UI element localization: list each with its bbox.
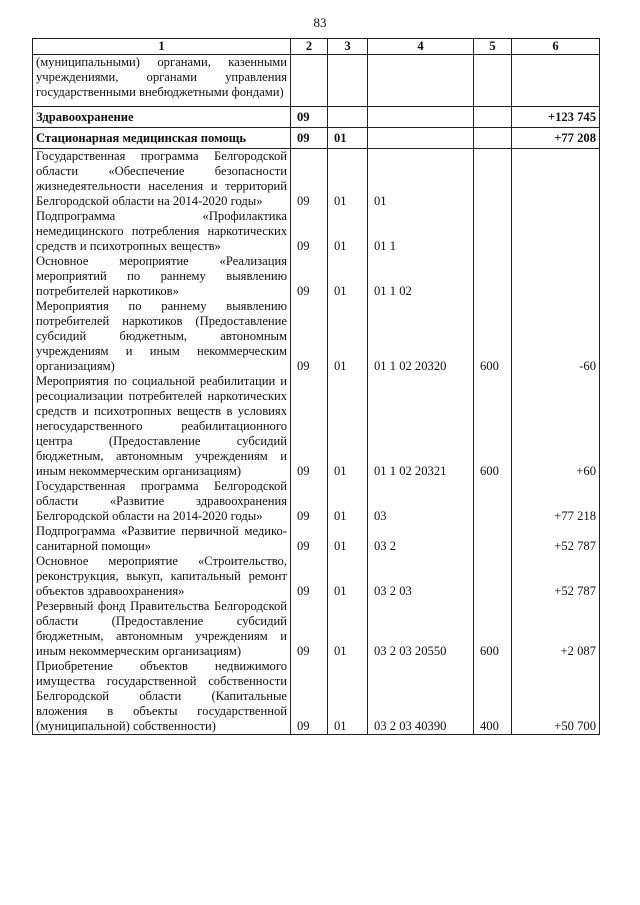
row-expense-type (474, 254, 512, 299)
row-description: Основное мероприятие «Строительство, реконструкция, выкуп, капитальный ремонт объектов здравоохранения» (33, 554, 291, 599)
table-row (33, 128, 600, 149)
row-description: Стационарная медицинская помощь (33, 128, 291, 149)
row-description: Государственная программа Белгородской области «Развитие здравоохранения Белгородской области на 2014-2020 годы» (33, 479, 291, 524)
row-expense-type: 600 (474, 374, 512, 479)
row-amount (512, 209, 600, 254)
row-subsection: 01 (328, 209, 368, 254)
column-header: 3 (328, 39, 368, 55)
row-target-article: 01 1 (368, 209, 474, 254)
row-amount: +60 (512, 374, 600, 479)
row-amount (512, 149, 600, 210)
row-subsection: 01 (328, 128, 368, 149)
row-subsection: 01 (328, 554, 368, 599)
row-amount: +52 787 (512, 524, 600, 554)
row-section: 09 (291, 554, 328, 599)
row-expense-type: 400 (474, 659, 512, 735)
table-row (33, 479, 600, 524)
table-row (33, 599, 600, 659)
table-row (33, 149, 600, 210)
row-amount: +2 087 (512, 599, 600, 659)
row-expense-type: 600 (474, 299, 512, 374)
table-row (33, 55, 600, 101)
row-target-article: 03 2 03 20550 (368, 599, 474, 659)
row-target-article: 03 (368, 479, 474, 524)
row-amount (512, 254, 600, 299)
row-target-article: 01 (368, 149, 474, 210)
table-body (33, 55, 600, 735)
row-expense-type (474, 128, 512, 149)
row-description: Приобретение объектов недвижимого имущества государственной собственности Белгородской области (Капитальные вложения в объекты государственной (муниципальной) собственности) (33, 659, 291, 735)
row-description: Государственная программа Белгородской области «Обеспечение безопасности жизнедеятельности населения и территорий Белгородской области на 2014-2020 годы» (33, 149, 291, 210)
row-amount: +77 208 (512, 128, 600, 149)
row-section: 09 (291, 479, 328, 524)
row-description: Здравоохранение (33, 107, 291, 128)
row-target-article: 03 2 (368, 524, 474, 554)
table-row (33, 659, 600, 735)
table-row (33, 374, 600, 479)
row-subsection: 01 (328, 599, 368, 659)
row-description: Мероприятия по социальной реабилитации и ресоциализации потребителей наркотических средств и психотропных веществ в условиях негосударственного реабилитационного центра (Предоставление субсидий бюджетным, автономным учреждениям и иным некоммерческим организациям) (33, 374, 291, 479)
row-description: (муниципальными) органами, казенными учреждениями, органами управления государственными внебюджетными фондами) (33, 55, 291, 101)
column-header: 6 (512, 39, 600, 55)
row-section: 09 (291, 128, 328, 149)
row-expense-type (474, 524, 512, 554)
row-section: 09 (291, 599, 328, 659)
table-row (33, 107, 600, 128)
row-section: 09 (291, 659, 328, 735)
row-target-article: 03 2 03 40390 (368, 659, 474, 735)
row-subsection (328, 107, 368, 128)
row-expense-type (474, 107, 512, 128)
row-expense-type: 600 (474, 599, 512, 659)
row-section: 09 (291, 374, 328, 479)
row-expense-type (474, 479, 512, 524)
row-subsection: 01 (328, 299, 368, 374)
row-section: 09 (291, 209, 328, 254)
row-description: Подпрограмма «Развитие первичной медико-санитарной помощи» (33, 524, 291, 554)
row-target-article (368, 107, 474, 128)
table-row (33, 209, 600, 254)
page-number: 83 (313, 15, 327, 30)
table-row (33, 299, 600, 374)
row-expense-type (474, 554, 512, 599)
row-subsection: 01 (328, 659, 368, 735)
row-amount: +52 787 (512, 554, 600, 599)
row-description: Резервный фонд Правительства Белгородской области (Предоставление субсидий бюджетным, автономным учреждениям и иным некоммерческим организациям) (33, 599, 291, 659)
row-section: 09 (291, 524, 328, 554)
row-section: 09 (291, 299, 328, 374)
row-amount (512, 55, 600, 101)
row-amount: +123 745 (512, 107, 600, 128)
row-target-article: 03 2 03 (368, 554, 474, 599)
column-header: 5 (474, 39, 512, 55)
row-section (291, 55, 328, 101)
row-target-article: 01 1 02 (368, 254, 474, 299)
row-subsection (328, 55, 368, 101)
row-subsection: 01 (328, 479, 368, 524)
column-header: 4 (368, 39, 474, 55)
row-amount: +50 700 (512, 659, 600, 735)
row-target-article: 01 1 02 20320 (368, 299, 474, 374)
row-section: 09 (291, 149, 328, 210)
row-target-article (368, 128, 474, 149)
row-section: 09 (291, 254, 328, 299)
table-row (33, 254, 600, 299)
row-target-article: 01 1 02 20321 (368, 374, 474, 479)
row-description: Основное мероприятие «Реализация мероприятий по раннему выявлению потребителей наркотиков» (33, 254, 291, 299)
row-amount: +77 218 (512, 479, 600, 524)
table-row (33, 524, 600, 554)
table-header-row (33, 39, 600, 55)
row-section: 09 (291, 107, 328, 128)
row-description: Мероприятия по раннему выявлению потребителей наркотиков (Предоставление субсидий бюджетным, автономным учреждениям и иным некоммерческим организациям) (33, 299, 291, 374)
row-expense-type (474, 55, 512, 101)
row-target-article (368, 55, 474, 101)
row-expense-type (474, 149, 512, 210)
budget-table (32, 38, 600, 735)
row-amount: -60 (512, 299, 600, 374)
row-expense-type (474, 209, 512, 254)
row-description: Подпрограмма «Профилактика немедицинского потребления наркотических средств и психотропных веществ» (33, 209, 291, 254)
column-header: 2 (291, 39, 328, 55)
row-subsection: 01 (328, 524, 368, 554)
table-row (33, 554, 600, 599)
row-subsection: 01 (328, 374, 368, 479)
row-subsection: 01 (328, 149, 368, 210)
column-header: 1 (33, 39, 291, 55)
row-subsection: 01 (328, 254, 368, 299)
